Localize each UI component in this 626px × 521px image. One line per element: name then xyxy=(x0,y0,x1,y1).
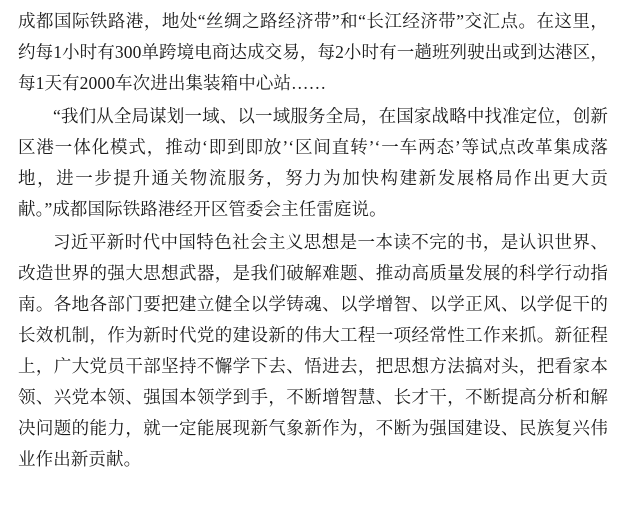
paragraph-3: 习近平新时代中国特色社会主义思想是一本读不完的书，是认识世界、改造世界的强大思想武器，是我们破解难题、推动高质量发展的科学行动指南。各地各部门要把建立健全以学铸魂、以学增智、以学正风、以学促干的长效机制，作为新时代党的建设新的伟大工程一项经常性工作来抓。新征程上，广大党员干部坚持不懈学下去、悟进去，把思想方法搞对头，把看家本领、兴党本领、强国本领学到手，不断增智慧、长才干，不断提高分析和解决问题的能力，就一定能展现新气象新作为，不断为强国建设、民族复兴伟业作出新贡献。 xyxy=(18,232,608,469)
paragraph-1: 成都国际铁路港，地处“丝绸之路经济带”和“长江经济带”交汇点。在这里，约每1小时有300单跨境电商达成交易，每2小时有一趟班列驶出或到达港区，每1天有2000车次进出集装箱中心站…… xyxy=(18,11,608,93)
paragraph-2: “我们从全局谋划一域、以一域服务全局，在国家战略中找准定位，创新区港一体化模式，推动‘即到即放’‘区间直转’‘一车两态’等试点改革集成落地，进一步提升通关物流服务，努力为加快构建新发展格局作出更大贡献。”成都国际铁路港经开区管委会主任雷庭说。 xyxy=(18,106,608,219)
